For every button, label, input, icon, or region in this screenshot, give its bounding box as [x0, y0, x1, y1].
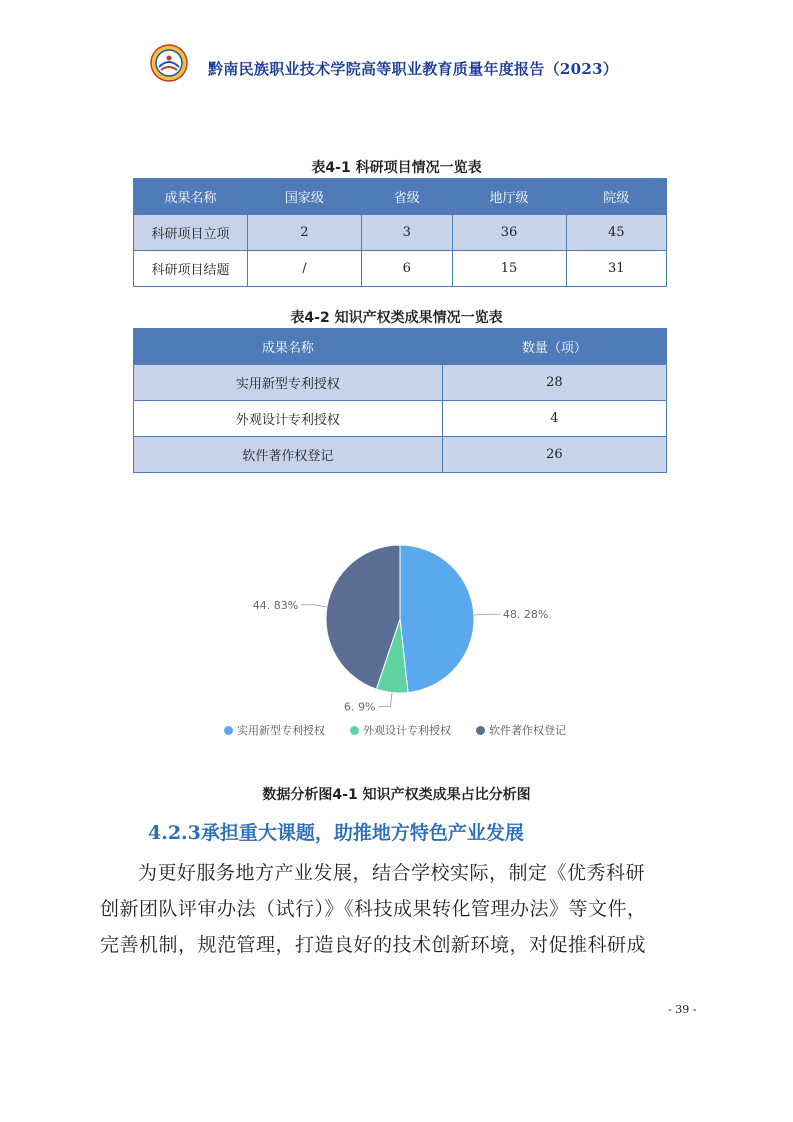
research-project-table — [133, 178, 667, 287]
page-number: - 39 - — [668, 1003, 697, 1016]
table-cell: 45 — [566, 215, 666, 251]
table-cell: 3 — [361, 215, 452, 251]
table-row — [134, 401, 667, 437]
table-cell: 外观设计专利授权 — [134, 401, 443, 437]
school-logo-icon — [150, 44, 188, 82]
page-header — [150, 44, 650, 84]
table-row — [134, 251, 667, 287]
paragraph-line: 完善机制，规范管理，打造良好的技术创新环境，对促推科研成 — [100, 934, 647, 956]
data-label: 48. 28% — [502, 608, 549, 622]
paragraph-line: 创新团队评审办法（试行）》《科技成果转化管理办法》等文件， — [100, 898, 647, 920]
table-cell: 26 — [442, 437, 666, 473]
legend-item — [350, 722, 451, 738]
leader-line — [378, 693, 392, 707]
table-cell: 2 — [247, 215, 361, 251]
leader-line — [474, 614, 500, 615]
data-label: 6. 9% — [344, 700, 376, 714]
column-header: 国家级 — [247, 179, 361, 215]
table-cell: 36 — [452, 215, 566, 251]
pie-slice — [400, 545, 474, 693]
legend-label: 实用新型专利授权 — [237, 724, 325, 737]
legend-label: 软件著作权登记 — [489, 724, 566, 737]
column-header: 数量（项） — [442, 329, 666, 365]
table-cell: 科研项目立项 — [134, 215, 248, 251]
table-cell: 实用新型专利授权 — [134, 365, 443, 401]
column-header: 院级 — [566, 179, 666, 215]
chart-legend — [220, 722, 600, 744]
table-cell: 6 — [361, 251, 452, 287]
column-header: 成果名称 — [134, 179, 248, 215]
legend-marker-icon — [350, 726, 359, 735]
legend-label: 外观设计专利授权 — [363, 724, 451, 737]
column-header: 省级 — [361, 179, 452, 215]
section-heading: 4.2.3承担重大课题，助推地方特色产业发展 — [148, 822, 524, 844]
legend-item — [476, 722, 566, 738]
column-header: 成果名称 — [134, 329, 443, 365]
legend-marker-icon — [476, 726, 485, 735]
table1-caption: 表4-1 科研项目情况一览表 — [311, 160, 482, 176]
report-title: 黔南民族职业技术学院高等职业教育质量年度报告（2023） — [208, 60, 619, 78]
pie-chart-svg — [200, 520, 600, 720]
body-paragraph — [100, 855, 692, 963]
legend-marker-icon — [224, 726, 233, 735]
table-cell: 15 — [452, 251, 566, 287]
figure-caption: 数据分析图4-1 知识产权类成果占比分析图 — [262, 787, 531, 803]
table-cell: 28 — [442, 365, 666, 401]
table-header-row — [134, 329, 667, 365]
ip-achievement-table — [133, 328, 667, 473]
table-row — [134, 215, 667, 251]
table-cell: 4 — [442, 401, 666, 437]
table-row — [134, 437, 667, 473]
column-header: 地厅级 — [452, 179, 566, 215]
table-cell: / — [247, 251, 361, 287]
table-cell: 软件著作权登记 — [134, 437, 443, 473]
data-label: 44. 83% — [252, 598, 299, 612]
table-row — [134, 365, 667, 401]
legend-item — [224, 722, 325, 738]
leader-line — [301, 605, 327, 607]
table-header-row — [134, 179, 667, 215]
table2-caption: 表4-2 知识产权类成果情况一览表 — [290, 310, 503, 326]
paragraph-line: 为更好服务地方产业发展，结合学校实际，制定《优秀科研 — [138, 862, 646, 884]
table-cell: 31 — [566, 251, 666, 287]
table-cell: 科研项目结题 — [134, 251, 248, 287]
